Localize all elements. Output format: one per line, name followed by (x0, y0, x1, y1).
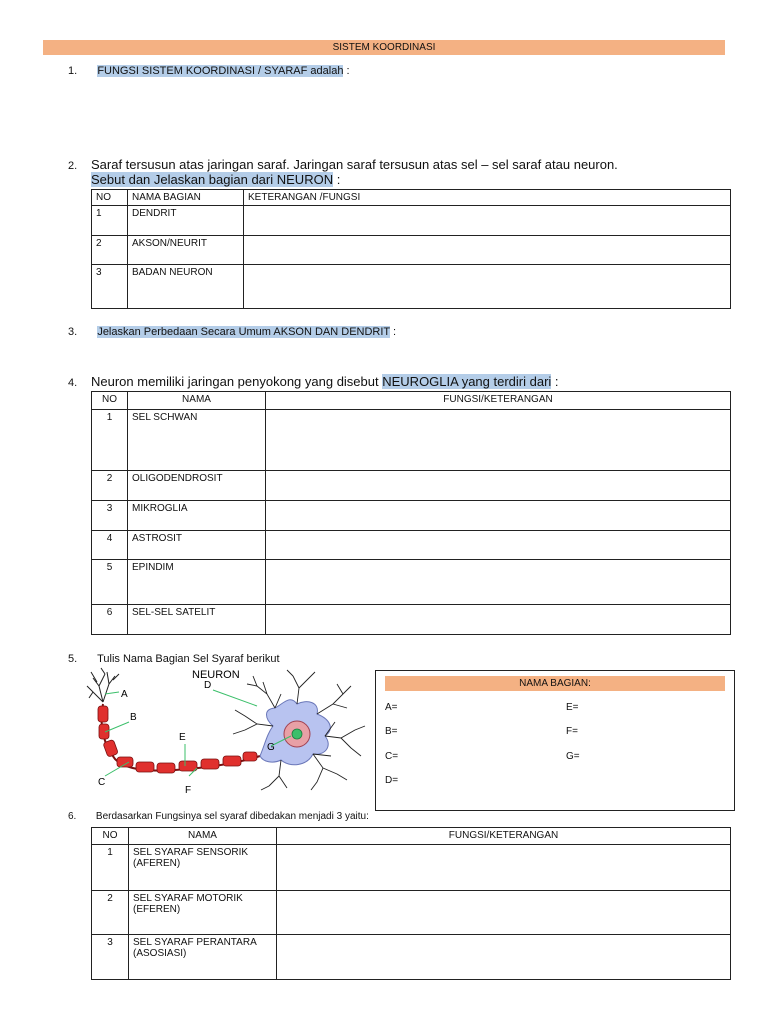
label-e: E (179, 732, 186, 743)
answer-c[interactable]: C= (385, 751, 399, 762)
row-answer-cell[interactable] (266, 560, 731, 605)
header-fungsi: FUNGSI/KETERANGAN (266, 392, 731, 410)
label-b: B (130, 712, 137, 723)
nama-bagian-title: NAMA BAGIAN: (385, 676, 725, 691)
answer-g[interactable]: G= (566, 751, 580, 762)
table-header-row (92, 828, 731, 845)
label-a: A (121, 689, 128, 700)
q2-line2-text: Sebut dan Jelaskan bagian dari NEURON (91, 172, 334, 187)
row-answer-cell[interactable] (244, 206, 731, 236)
q3-colon: : (389, 326, 397, 338)
answer-f[interactable]: F= (566, 726, 578, 737)
header-fungsi: FUNGSI/KETERANGAN (277, 828, 731, 845)
label-g: G (267, 742, 275, 753)
header-no: NO (92, 392, 128, 410)
header-nama: NAMA (128, 392, 266, 410)
header-nama: NAMA (129, 828, 277, 845)
diagram-title: NEURON (192, 669, 240, 681)
row-answer-cell[interactable] (244, 236, 731, 265)
row-name-line1: SEL SYARAF MOTORIK (133, 893, 243, 904)
table-row (92, 891, 731, 935)
row-no: 1 (92, 206, 128, 236)
table-row (92, 471, 731, 501)
table-row (92, 501, 731, 531)
table-header-row (92, 190, 731, 206)
row-answer-cell[interactable] (266, 605, 731, 635)
q4-colon: : (551, 374, 559, 389)
q5-number: 5. (68, 653, 78, 665)
table-row (92, 206, 731, 236)
page-title-banner: SISTEM KOORDINASI (43, 40, 725, 55)
q4-pre: Neuron memiliki jaringan penyokong yang disebut (91, 374, 383, 389)
label-c: C (98, 777, 106, 788)
row-answer-cell[interactable] (277, 891, 731, 935)
row-name: DENDRIT (128, 206, 244, 236)
row-name: MIKROGLIA (128, 501, 266, 531)
q2-line1: Saraf tersusun atas jaringan saraf. Jaringan saraf tersusun atas sel – sel saraf atau neuron. (91, 157, 618, 172)
table-row (92, 531, 731, 560)
row-no: 4 (92, 531, 128, 560)
table-row (92, 236, 731, 265)
neuroglia-table (91, 391, 731, 635)
table-row (92, 560, 731, 605)
q4-highlight: NEUROGLIA yang terdiri dari (382, 374, 552, 389)
row-no: 1 (92, 410, 128, 471)
row-name: SEL SCHWAN (128, 410, 266, 471)
q2-colon: : (333, 172, 341, 187)
label-f: F (185, 785, 192, 796)
q2-number: 2. (68, 160, 78, 172)
row-name-line2: (AFEREN) (133, 858, 181, 869)
label-d: D (204, 680, 212, 691)
row-name-line1: SEL SYARAF PERANTARA (133, 937, 257, 948)
row-name-line1: SEL SYARAF SENSORIK (133, 847, 249, 858)
row-answer-cell[interactable] (266, 471, 731, 501)
header-keterangan: KETERANGAN /FUNGSI (244, 190, 731, 206)
table-row (92, 605, 731, 635)
row-no: 3 (92, 935, 129, 980)
row-no: 3 (92, 501, 128, 531)
q3-text: Jelaskan Perbedaan Secara Umum AKSON DAN DENDRIT (97, 326, 390, 338)
row-no: 6 (92, 605, 128, 635)
q1-text: FUNGSI SISTEM KOORDINASI / SYARAF adalah (97, 65, 344, 77)
table-row (92, 845, 731, 891)
row-answer-cell[interactable] (266, 501, 731, 531)
row-name: AKSON/NEURIT (128, 236, 244, 265)
row-name-line2: (ASOSIASI) (133, 948, 187, 959)
row-no: 2 (92, 471, 128, 501)
question-4 (91, 374, 559, 389)
q1-number: 1. (68, 65, 78, 77)
answer-b[interactable]: B= (385, 726, 398, 737)
row-name: EPINDIM (128, 560, 266, 605)
row-name (129, 891, 277, 935)
header-no: NO (92, 828, 129, 845)
question-6 (68, 811, 369, 822)
nama-bagian-box (375, 670, 735, 811)
row-name: OLIGODENDROSIT (128, 471, 266, 501)
table-row (92, 410, 731, 471)
row-no: 3 (92, 265, 128, 309)
answer-d[interactable]: D= (385, 775, 399, 786)
row-answer-cell[interactable] (266, 531, 731, 560)
row-name (129, 935, 277, 980)
question-3 (68, 326, 396, 338)
axon-terminal-icon (87, 668, 119, 702)
q6-number: 6. (68, 811, 77, 822)
q6-text: Berdasarkan Fungsinya sel syaraf dibedakan menjadi 3 yaitu: (95, 811, 369, 822)
row-name: SEL-SEL SATELIT (128, 605, 266, 635)
row-no: 2 (92, 236, 128, 265)
neuron-diagram (85, 664, 375, 799)
header-nama-bagian: NAMA BAGIAN (128, 190, 244, 206)
question-1 (68, 65, 350, 77)
q3-number: 3. (68, 326, 78, 338)
nucleolus-icon (292, 729, 302, 739)
row-name: ASTROSIT (128, 531, 266, 560)
row-answer-cell[interactable] (277, 845, 731, 891)
answer-a[interactable]: A= (385, 702, 398, 713)
row-answer-cell[interactable] (277, 935, 731, 980)
row-no: 1 (92, 845, 129, 891)
q4-number: 4. (68, 377, 78, 389)
answer-e[interactable]: E= (566, 702, 579, 713)
table-header-row (92, 392, 731, 410)
header-no: NO (92, 190, 128, 206)
table-row (92, 935, 731, 980)
row-answer-cell[interactable] (266, 410, 731, 471)
row-no: 5 (92, 560, 128, 605)
row-answer-cell[interactable] (244, 265, 731, 309)
q2-line2 (91, 172, 340, 187)
row-name: BADAN NEURON (128, 265, 244, 309)
row-name-line2: (EFEREN) (133, 904, 181, 915)
neuron-types-table (91, 827, 731, 980)
myelin-sheath-icon (98, 706, 257, 773)
row-name (129, 845, 277, 891)
table-row (92, 265, 731, 309)
q5-text: Tulis Nama Bagian Sel Syaraf berikut (97, 653, 280, 665)
q1-colon: : (343, 65, 350, 77)
neuron-parts-table (91, 189, 731, 309)
row-no: 2 (92, 891, 129, 935)
